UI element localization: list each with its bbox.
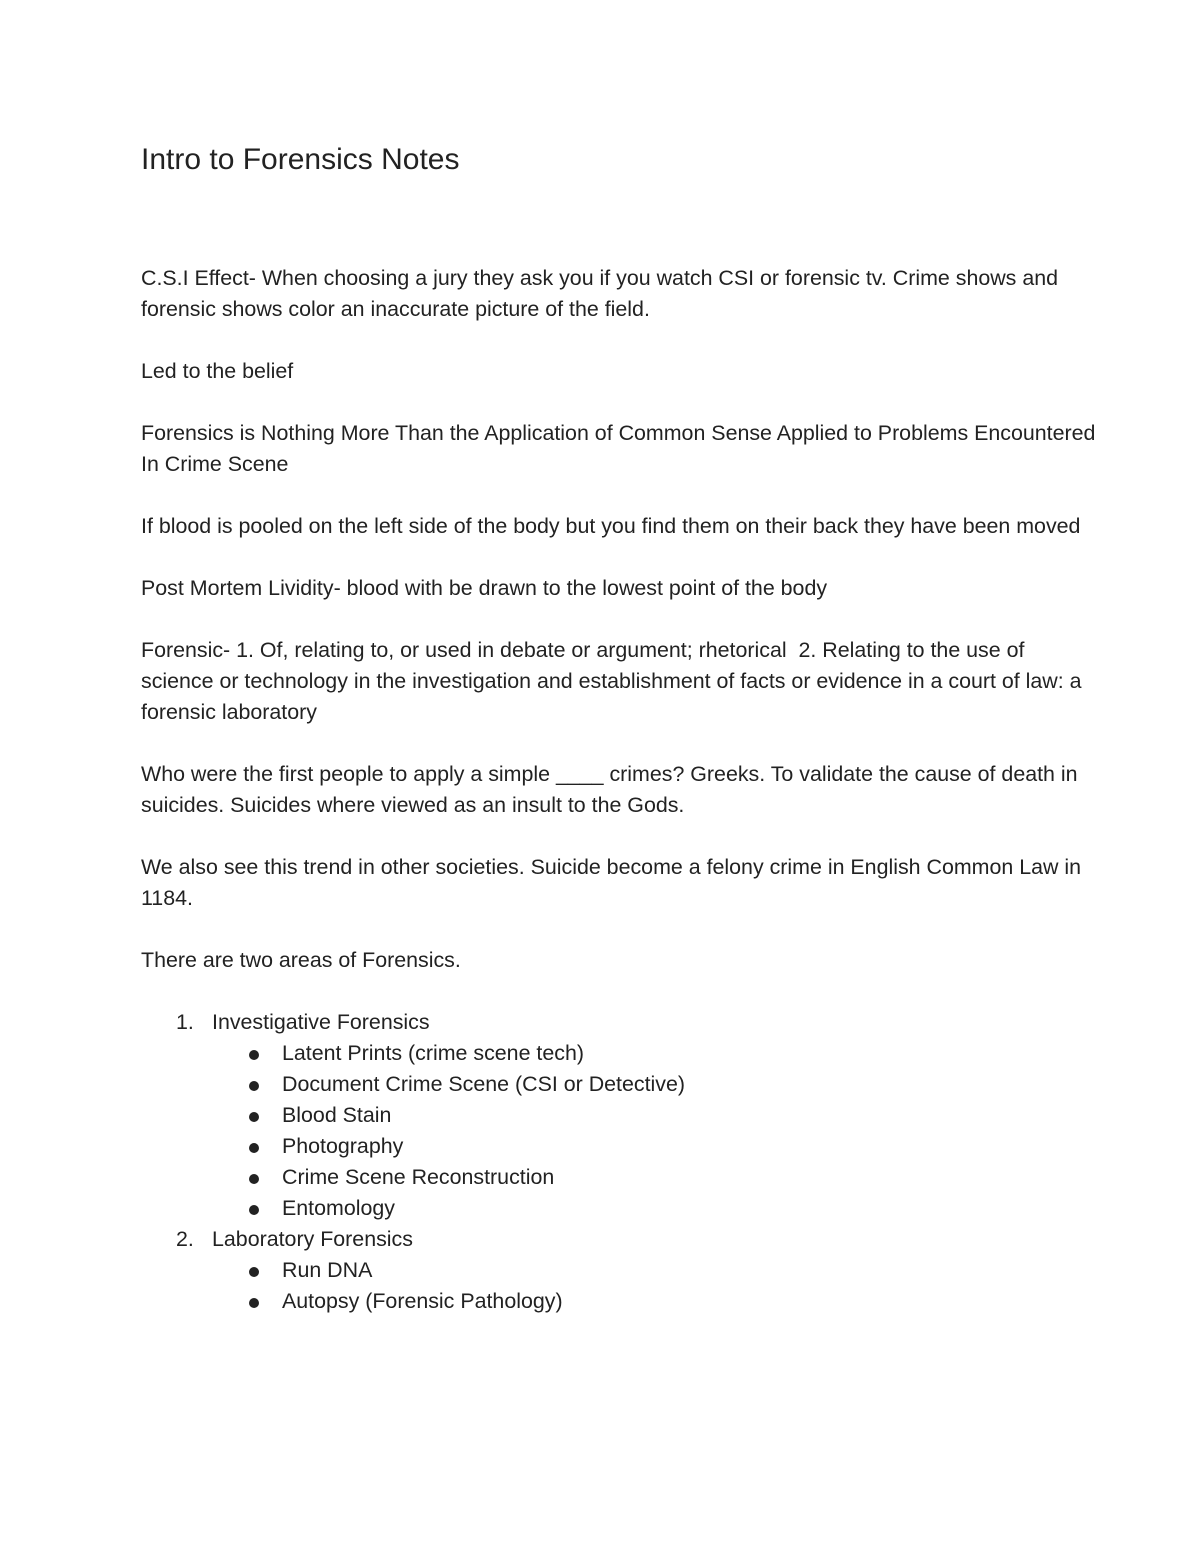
bullet-icon (249, 1267, 259, 1277)
paragraph-belief: Led to the belief (141, 359, 294, 383)
list-item-label: Latent Prints (crime scene tech) (282, 1041, 584, 1065)
list-item-label: Run DNA (282, 1258, 373, 1282)
bullet-icon (249, 1112, 259, 1122)
paragraph-blood-pooled: If blood is pooled on the left side of the body but you find them on their back they have been moved (141, 514, 1081, 538)
bullet-icon (249, 1050, 259, 1060)
list-item (141, 1131, 1100, 1162)
list-item-label: Photography (282, 1134, 404, 1158)
bullet-icon (249, 1174, 259, 1184)
list-item-label: Laboratory Forensics (212, 1227, 413, 1251)
areas-list (141, 1007, 1100, 1317)
list-item-label: Autopsy (Forensic Pathology) (282, 1289, 563, 1313)
list-item (141, 1162, 1100, 1193)
paragraph-other-societies: We also see this trend in other societies. Suicide become a felony crime in English Common Law in 1184. (141, 855, 1088, 910)
sub-list (212, 1038, 1100, 1224)
list-number: 1. (176, 1010, 194, 1034)
bullet-icon (249, 1081, 259, 1091)
list-item-label: Document Crime Scene (CSI or Detective) (282, 1072, 685, 1096)
list-item-label: Blood Stain (282, 1103, 392, 1127)
list-item (141, 1100, 1100, 1131)
paragraph-forensic-definition: Forensic- 1. Of, relating to, or used in debate or argument; rhetorical 2. Relating to the use of science or technology in the investigation and establishment of facts or evidence in a court of law: a forensic laboratory (141, 638, 1088, 724)
list-item (141, 1286, 1100, 1317)
list-item (141, 1193, 1100, 1224)
bullet-icon (249, 1143, 259, 1153)
list-item-label: Investigative Forensics (212, 1010, 430, 1034)
list-number: 2. (176, 1227, 194, 1251)
paragraph-greeks: Who were the first people to apply a simple ____ crimes? Greeks. To validate the cause of death in suicides. Suicides where viewed as an insult to the Gods. (141, 762, 1084, 817)
paragraph-csi-effect: C.S.I Effect- When choosing a jury they ask you if you watch CSI or forensic tv. Crime shows and forensic shows color an inaccurate picture of the field. (141, 266, 1064, 321)
sub-list (212, 1255, 1100, 1317)
list-item-label: Entomology (282, 1196, 395, 1220)
paragraph-lividity: Post Mortem Lividity- blood with be drawn to the lowest point of the body (141, 576, 828, 600)
list-item (141, 1038, 1100, 1069)
document-body (141, 263, 1100, 1317)
paragraph-common-sense: Forensics is Nothing More Than the Application of Common Sense Applied to Problems Encountered In Crime Scene (141, 421, 1102, 476)
list-item (141, 1007, 1100, 1224)
document-title: Intro to Forensics Notes (141, 143, 460, 176)
paragraph-two-areas: There are two areas of Forensics. (141, 948, 461, 972)
list-item (141, 1224, 1100, 1317)
list-item (141, 1255, 1100, 1286)
bullet-icon (249, 1298, 259, 1308)
bullet-icon (249, 1205, 259, 1215)
list-item-label: Crime Scene Reconstruction (282, 1165, 555, 1189)
list-item (141, 1069, 1100, 1100)
